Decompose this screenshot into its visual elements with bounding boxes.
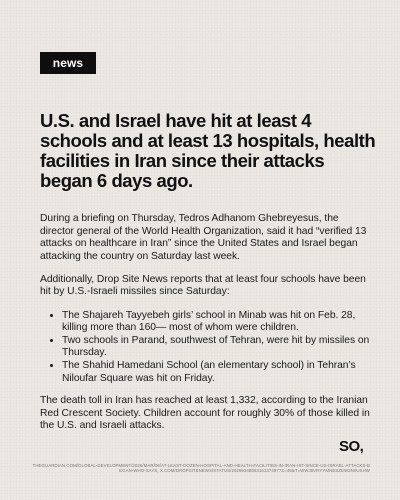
list-item: • Two schools in Parand, southwest of Tehran, were hit by missiles on Thursday. [62, 335, 374, 360]
news-tag: news [40, 52, 96, 74]
headline: U.S. and Israel have hit at least 4 schools and at least 13 hospitals, health facilities in Iran since their attacks began 6 days ago. [40, 110, 376, 191]
brand-logo: SO, [339, 438, 364, 455]
paragraph-death-toll: The death toll in Iran has reached at least 1,332, according to the Iranian Red Crescent Society. Children account for roughly 30% of those killed in the U.S. and Israeli attacks. [40, 395, 370, 432]
list-item: • The Shahid Hamedani School (an elementary school) in Tehran’s Niloufar Square was hit on Friday. [62, 360, 374, 385]
schools-list [40, 310, 374, 386]
paragraph-who-briefing: During a briefing on Thursday, Tedros Adhanom Ghebreyesus, the director general of the World Health Organization, said it had “verified 13 attacks on healthcare in Iran” since the United States and Israel began attacking the country on Saturday last week. [40, 213, 367, 262]
article-body [40, 213, 374, 443]
source-urls: THEGUARDIAN.COM/GLOBAL-DEVELOPMENT/2026/MAR/06/AT-LEAST-DOZEN-HOSPITAL-AND-HEALTH-FACILITIES-IN-IRAN-HIT-SINCE-US-ISRAEL-ATTACKS-BEGAN-WHO-SAYS, X.COM/DROPSITENEWS/STATUS/2029934896316137497?S=46&T=WWJ5VRYYMNESZEW2N0UXHW [32, 463, 370, 474]
list-item: • The Shajareh Tayyebeh girls’ school in Minab was hit on Feb. 28, killing more than 160— most of whom were children. [62, 310, 374, 335]
paragraph-drop-site: Additionally, Drop Site News reports that at least four schools have been hit by U.S.-Israeli missiles since Saturday: [40, 273, 366, 298]
